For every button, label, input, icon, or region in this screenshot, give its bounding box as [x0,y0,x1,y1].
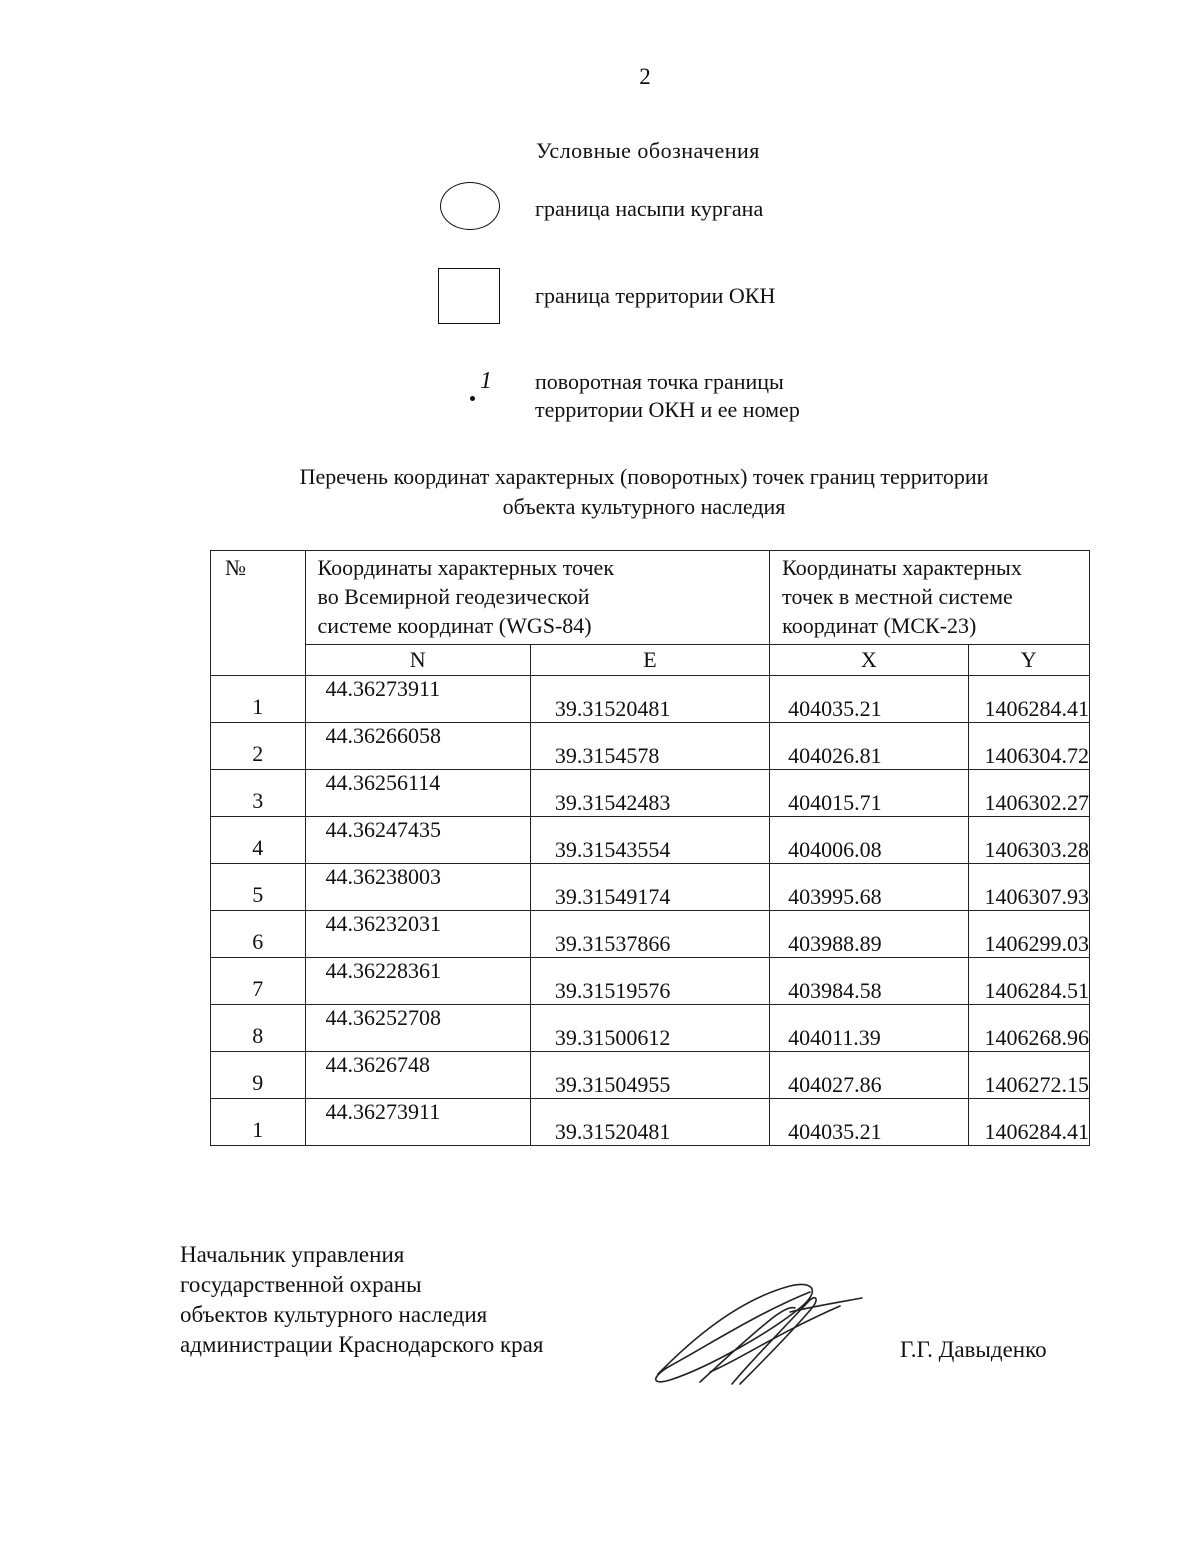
signatory-line4: администрации Краснодарского края [180,1332,544,1357]
cell-index: 9 [211,1052,306,1099]
header-e: E [530,645,769,676]
legend-label-line2: территории ОКН и ее номер [535,397,800,422]
cell-e: 39.31500612 [530,1005,769,1052]
header-wgs84-line1: Координаты характерных точек [317,555,615,580]
cell-x: 404015.71 [770,770,968,817]
cell-n: 44.36238003 [305,864,530,911]
cell-index: 8 [211,1005,306,1052]
header-number: № [211,551,306,676]
table-row [211,1052,1090,1099]
legend-label-territory: граница территории ОКН [535,283,776,308]
cell-e: 39.31520481 [530,1099,769,1146]
table-subheader-row [211,645,1090,676]
cell-y: 1406272.15 [968,1052,1090,1099]
cell-y: 1406299.03 [968,911,1090,958]
cell-e: 39.31520481 [530,676,769,723]
signatory-line1: Начальник управления [180,1242,405,1267]
table-row [211,958,1090,1005]
header-wgs84-line3: системе координат (WGS-84) [317,613,592,638]
point-dot [470,396,475,401]
cell-y: 1406284.41 [968,1099,1090,1146]
cell-index: 7 [211,958,306,1005]
header-wgs84-line2: во Всемирной геодезической [317,584,590,609]
table-row [211,817,1090,864]
header-n: N [305,645,530,676]
cell-index: 1 [211,676,306,723]
header-msk23-line2: точек в местной системе [782,584,1013,609]
legend-label-mound: граница насыпи кургана [535,196,764,221]
cell-e: 39.31542483 [530,770,769,817]
cell-x: 404027.86 [770,1052,968,1099]
cell-n: 44.3626748 [305,1052,530,1099]
cell-index: 3 [211,770,306,817]
list-heading-line2: объекта культурного наследия [502,494,786,519]
cell-index: 5 [211,864,306,911]
list-heading-line1: Перечень координат характерных (поворотных) точек границ территории [299,464,989,489]
point-number: 1 [480,368,492,394]
cell-n: 44.36247435 [305,817,530,864]
header-y: Y [968,645,1090,676]
cell-e: 39.31537866 [530,911,769,958]
legend-label-line1: поворотная точка границы [535,369,784,394]
cell-n: 44.36273911 [305,1099,530,1146]
cell-x: 404035.21 [770,1099,968,1146]
cell-y: 1406284.41 [968,676,1090,723]
square-outline-icon [438,268,500,324]
page-number: 2 [639,64,651,89]
cell-n: 44.36273911 [305,676,530,723]
turning-point-icon [466,368,496,408]
table-row [211,676,1090,723]
cell-x: 404011.39 [770,1005,968,1052]
header-msk23 [770,551,1090,645]
table-row [211,723,1090,770]
table-header-row [211,551,1090,645]
header-msk23-line1: Координаты характерных [782,555,1022,580]
cell-x: 403988.89 [770,911,968,958]
cell-n: 44.36228361 [305,958,530,1005]
cell-n: 44.36252708 [305,1005,530,1052]
cell-e: 39.3154578 [530,723,769,770]
cell-y: 1406268.96 [968,1005,1090,1052]
table-row [211,770,1090,817]
cell-e: 39.31504955 [530,1052,769,1099]
cell-x: 403995.68 [770,864,968,911]
signatory-line2: государственной охраны [180,1272,422,1297]
cell-index: 1 [211,1099,306,1146]
cell-index: 4 [211,817,306,864]
cell-x: 404035.21 [770,676,968,723]
header-msk23-line3: координат (МСК-23) [782,613,977,638]
cell-x: 404026.81 [770,723,968,770]
signatory-name: Г.Г. Давыденко [900,1337,1047,1362]
cell-index: 6 [211,911,306,958]
circle-outline-icon [440,182,500,230]
coordinates-table [210,550,1090,1146]
cell-index: 2 [211,723,306,770]
cell-n: 44.36266058 [305,723,530,770]
table-row [211,911,1090,958]
signature-icon [640,1272,870,1392]
signatory-position [180,1240,543,1360]
cell-e: 39.31549174 [530,864,769,911]
table-row [211,1099,1090,1146]
cell-e: 39.31543554 [530,817,769,864]
cell-y: 1406284.51 [968,958,1090,1005]
table-row [211,1005,1090,1052]
cell-y: 1406304.72 [968,723,1090,770]
signatory-line3: объектов культурного наследия [180,1302,488,1327]
cell-y: 1406302.27 [968,770,1090,817]
list-heading [200,462,1088,522]
legend-label-turning-point [535,368,800,424]
legend-title: Условные обозначения [536,138,760,163]
header-x: X [770,645,968,676]
cell-y: 1406303.28 [968,817,1090,864]
cell-x: 403984.58 [770,958,968,1005]
cell-x: 404006.08 [770,817,968,864]
cell-y: 1406307.93 [968,864,1090,911]
cell-n: 44.36256114 [305,770,530,817]
cell-n: 44.36232031 [305,911,530,958]
header-wgs84 [305,551,770,645]
cell-e: 39.31519576 [530,958,769,1005]
table-row [211,864,1090,911]
